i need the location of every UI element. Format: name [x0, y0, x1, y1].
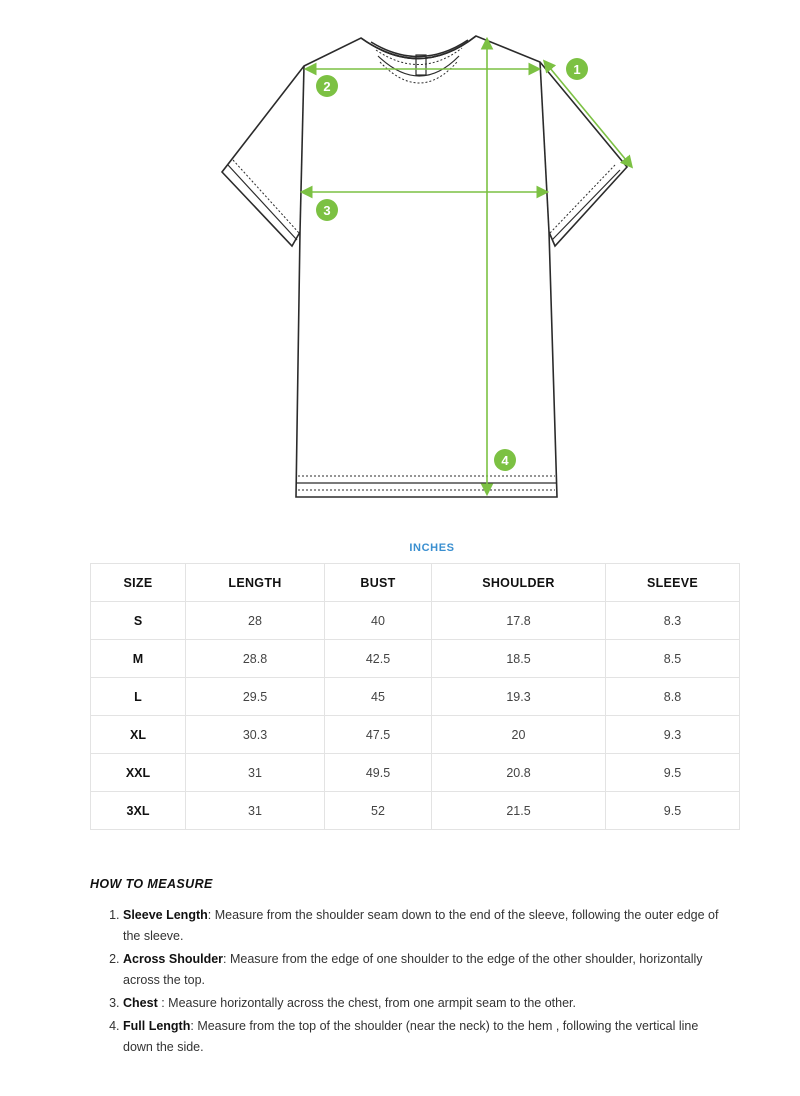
step-term: Across Shoulder [123, 952, 224, 966]
how-to-measure-section [90, 877, 730, 1060]
marker-2 [316, 75, 338, 97]
bust-cell: 40 [325, 602, 432, 640]
table-header-row [91, 564, 740, 602]
table-row [91, 602, 740, 640]
marker-4-label: 4 [501, 453, 509, 468]
shoulder-cell: 18.5 [432, 640, 606, 678]
step-separator: : [207, 908, 215, 922]
marker-4 [494, 449, 516, 471]
table-row [91, 640, 740, 678]
header-sleeve: SLEEVE [606, 564, 740, 602]
marker-1-label: 1 [573, 62, 581, 77]
size-chart-table [90, 563, 740, 830]
size-cell: L [91, 678, 186, 716]
marker-1 [566, 58, 588, 80]
header-size: SIZE [91, 564, 186, 602]
step-separator: : [190, 1019, 198, 1033]
step-term: Chest [123, 996, 158, 1010]
bust-cell: 47.5 [325, 716, 432, 754]
list-item [123, 949, 730, 991]
bust-cell: 49.5 [325, 754, 432, 792]
length-cell: 31 [186, 792, 325, 830]
bust-cell: 42.5 [325, 640, 432, 678]
size-cell: M [91, 640, 186, 678]
bust-cell: 52 [325, 792, 432, 830]
unit-label: INCHES [409, 542, 455, 554]
table-row [91, 792, 740, 830]
tshirt-diagram [0, 0, 800, 520]
marker-2-label: 2 [323, 79, 331, 94]
list-item [123, 905, 730, 947]
step-term: Full Length [123, 1019, 191, 1033]
step-text: Measure from the edge of one shoulder to the edge of the other shoulder, horizontally across the top. [123, 952, 703, 987]
table-row [91, 678, 740, 716]
sleeve-cell: 9.5 [606, 792, 740, 830]
step-separator: : [157, 996, 169, 1010]
size-cell: 3XL [91, 792, 186, 830]
sleeve-cell: 8.3 [606, 602, 740, 640]
sleeve-cell: 9.5 [606, 754, 740, 792]
length-cell: 28 [186, 602, 325, 640]
bust-cell: 45 [325, 678, 432, 716]
length-cell: 28.8 [186, 640, 325, 678]
size-cell: XXL [91, 754, 186, 792]
length-cell: 30.3 [186, 716, 325, 754]
size-cell: XL [91, 716, 186, 754]
tshirt-outline [222, 36, 627, 497]
marker-3 [316, 199, 338, 221]
size-cell: S [91, 602, 186, 640]
table-row [91, 754, 740, 792]
sleeve-cell: 8.5 [606, 640, 740, 678]
table-row [91, 716, 740, 754]
step-text: Measure horizontally across the chest, from one armpit seam to the other. [168, 996, 576, 1010]
header-shoulder: SHOULDER [432, 564, 606, 602]
step-text: Measure from the shoulder seam down to the end of the sleeve, following the outer edge of the sleeve. [123, 908, 719, 943]
list-item [123, 993, 730, 1014]
shoulder-cell: 20 [432, 716, 606, 754]
length-cell: 31 [186, 754, 325, 792]
shoulder-cell: 20.8 [432, 754, 606, 792]
shoulder-cell: 21.5 [432, 792, 606, 830]
measure-steps-list [90, 905, 730, 1058]
step-term: Sleeve Length [123, 908, 208, 922]
marker-3-label: 3 [323, 203, 331, 218]
shoulder-cell: 19.3 [432, 678, 606, 716]
header-length: LENGTH [186, 564, 325, 602]
sleeve-cell: 8.8 [606, 678, 740, 716]
length-cell: 29.5 [186, 678, 325, 716]
step-separator: : [223, 952, 230, 966]
step-text: Measure from the top of the shoulder (near the neck) to the hem , following the vertical line down the side. [123, 1019, 699, 1054]
list-item [123, 1016, 730, 1058]
how-to-measure-heading: HOW TO MEASURE [90, 877, 213, 891]
header-bust: BUST [325, 564, 432, 602]
sleeve-cell: 9.3 [606, 716, 740, 754]
shoulder-cell: 17.8 [432, 602, 606, 640]
